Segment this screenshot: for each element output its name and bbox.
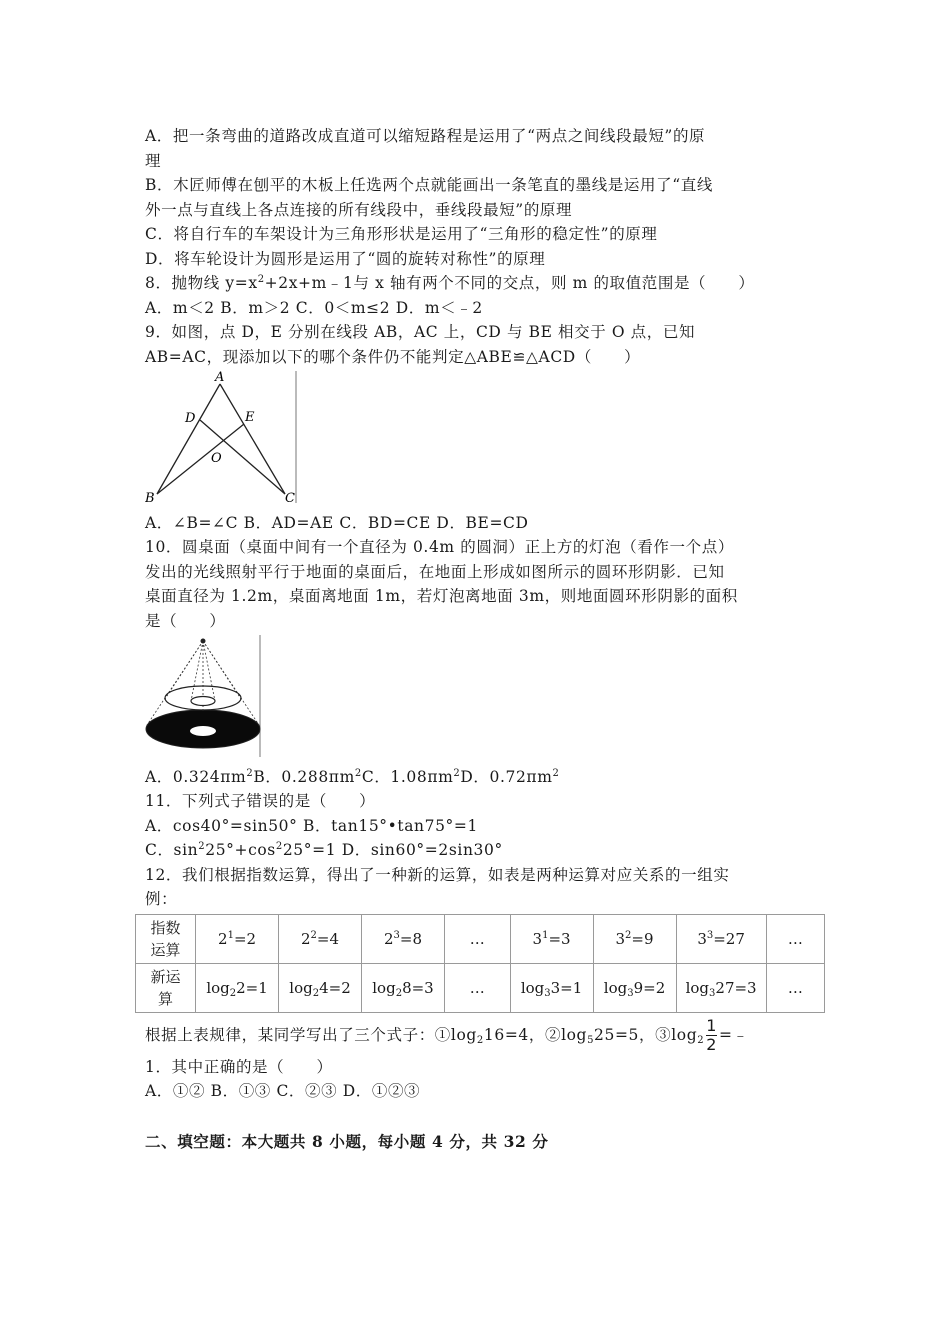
q8-options: A．m＜2 B．m＞2 C．0＜m≤2 D．m＜﹣2 [145,298,483,317]
table-cell: … [444,963,510,1012]
label-o: O [211,451,222,466]
q10-lamp-shadow-figure [145,635,261,757]
q10-option-d: D．0.72πm [460,767,553,786]
exp-row [136,914,825,963]
log-row-header [136,963,196,1012]
q11-options-line1: A．cos40°=sin50° B．tan15°•tan75°=1 [145,816,478,835]
table-cell: $\log_24=2$ [279,963,362,1012]
table-cell: $3^2=9$ [593,914,676,963]
exp-row-header [136,914,196,963]
q7-option-a-line2: 理 [145,151,162,170]
q11-line2-b: 25°+cos [205,841,276,859]
q10-option-c: C．1.08πm [361,767,454,786]
label-a: A [215,371,225,385]
q7-option-a-line1: A．把一条弯曲的道路改成直道可以缩短路程是运用了“两点之间线段最短”的原 [145,127,706,145]
q11-sup-2: 2 [275,841,283,852]
q8-sup: 2 [257,274,265,285]
q10-stem-line2: 发出的光线照射平行于地面的桌面后，在地面上形成如图所示的圆环形阴影．已知 [145,562,725,581]
q7-option-c: C．将自行车的车架设计为三角形形状是运用了“三角形的稳定性”的原理 [145,225,658,243]
q9-options: A．∠B=∠C B．AD=AE C．BD=CE D．BE=CD [145,513,529,532]
q7-option-b-line2: 外一点与直线上各点连接的所有线段中，垂线段最短”的原理 [145,200,573,219]
label-c: C [285,491,295,503]
q11-line2-c: 25°=1 D．sin60°=2sin30° [282,841,503,859]
header-line: 指数 [150,918,181,937]
q12-stem-line3: 1．其中正确的是（ ） [145,1057,333,1076]
table-cell: $3^1=3$ [510,914,593,963]
q11-sup-1: 2 [198,841,206,852]
q7-option-d: D．将车轮设计为圆形是运用了“圆的旋转对称性”的原理 [145,249,546,268]
header-line: 运算 [150,940,181,959]
operation-table [135,914,825,1013]
section-2-heading: 二、填空题：本大题共 8 小题，每小题 4 分，共 32 分 [145,1131,549,1151]
q10-option-a: A．0.324πm [145,767,247,786]
q8-stem-b: +2x+m﹣1与 x 轴有两个不同的交点，则 m 的取值范围是（ ） [264,274,755,292]
table-cell: $\log_39=2$ [593,963,676,1012]
table-cell: … [444,914,510,963]
table-cell: $\log_33=1$ [510,963,593,1012]
q7-option-b-line1: B．木匠师傅在刨平的木板上任选两个点就能画出一条笔直的墨线是运用了“直线 [145,176,713,194]
q10-stem-line4: 是（ ） [145,611,226,630]
header-line: 算 [158,989,174,1008]
table-cell: $2^3=8$ [362,914,445,963]
q10-sup-c: 2 [453,767,461,779]
table-cell: $\log_327=3$ [676,963,766,1012]
q10-stem-line1: 10．圆桌面（桌面中间有一个直径为 0.4m 的圆洞）正上方的灯泡（看作一个点） [145,538,734,556]
q10-options [145,765,825,790]
exam-page [145,124,825,1154]
fraction-one-half: $\frac{1}{2}$ [706,1016,717,1054]
q10-sup-a: 2 [246,767,254,779]
q9-stem-line2: AB=AC，现添加以下的哪个条件仍不能判定△ABE≌△ACD（ ） [145,347,641,366]
q12-options: A．①② B．①③ C．②③ D．①②③ [145,1082,421,1100]
q10-sup-d: 2 [552,767,560,779]
q8-stem [145,271,825,296]
q12-stem-line1: 12．我们根据指数运算，得出了一种新的运算，如表是两种运算对应关系的一组实 [145,865,730,884]
table-cell: $\log_22=1$ [196,963,279,1012]
table-cell: $3^3=27$ [676,914,766,963]
table-cell: … [766,963,824,1012]
q12-stem-line2: 例： [145,890,178,908]
table-cell: $\log_28=3$ [362,963,445,1012]
label-e: E [245,410,255,425]
q10-option-b: B．0.288πm [253,767,355,786]
q8-stem-a: 8．抛物线 y=x [145,274,258,292]
label-b: B [145,491,155,503]
table-cell: … [766,914,824,963]
header-line: 新运 [150,967,181,986]
table-cell: $2^1=2$ [196,914,279,963]
q10-sup-b: 2 [354,767,362,779]
log-row [136,963,825,1012]
q11-stem: 11．下列式子错误的是（ ） [145,792,376,810]
q9-stem-line1: 9．如图，点 D，E 分别在线段 AB，AC 上，CD 与 BE 相交于 O 点，已知 [145,323,696,341]
q9-triangle-figure [145,371,297,503]
q11-line2-a: C．sin [145,841,199,859]
q10-stem-line3: 桌面直径为 1.2m，桌面离地面 1m，若灯泡离地面 3m，则地面圆环形阴影的面积 [145,587,738,605]
q11-options-line2 [145,838,825,863]
label-d: D [185,411,196,426]
q12-rule-line: 根据上表规律，某同学写出了三个式子：$①\log_216=4$，$②\log_525=5$，$③\log_2$ $\frac{1}{2}$ =﹣ [145,1016,749,1054]
table-cell: $2^2=4$ [279,914,362,963]
